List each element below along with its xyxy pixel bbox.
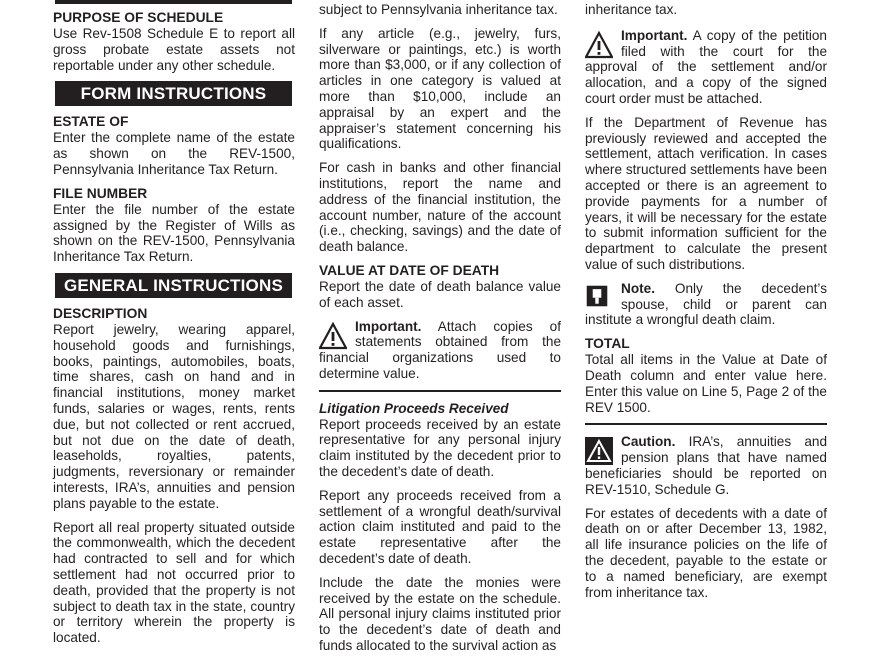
estate-of-text: Enter the complete name of the estate as shown on the REV-1500, Pennsylvania Inheritance Tax Return. [53,130,295,177]
important-text: Attach copies of statements obtained from the financial organizations used to determine value. [319,318,561,381]
note-block [585,281,827,328]
column-2 [319,0,561,662]
description-heading: DESCRIPTION [53,305,148,321]
section-divider [319,390,561,392]
include-text: Include the date the monies were received by the estate on the schedule. All personal injury claims instituted prior to the decedent’s date of death and funds allocated to the survival action as [319,574,561,653]
subject-text: subject to Pennsylvania inheritance tax. [319,2,558,17]
warning-triangle-icon [319,322,347,350]
estate-of-heading: ESTATE OF [53,114,129,130]
important-note-col3 [585,28,827,107]
inheritance-tax-text: inheritance tax. [585,2,678,17]
description-text: Report jewelry, wearing apparel, household goods and furnishings, books, paintings, automobiles, boats, time shares, cash on hand and in financial institutions, money market funds, salaries or wages, rents, rents due, but not collected or rent accrued, but not due on the date of death, leaseholds, royalties, patents, judgments, reversionary or remainder interests, IRA’s, annuities and pension plans payable to the estate. [53,321,295,511]
important-text: A copy of the petition filed with the court for the approval of the settlement and/or allocation, and a copy of the signed court order must be attached. [585,27,827,106]
real-property-text: Report all real property situated outside the commonwealth, which the decedent had contracted to sell and for which settlement had not occurred prior to death, provided that the property is not subject to death tax in the state, country or territory wherein the property is located. [53,519,295,646]
important-label: Important. [355,318,422,334]
purpose-text: Use Rev-1508 Schedule E to report all gross probate estate assets not reportable under any other schedule. [53,26,295,73]
column-3 [585,0,827,608]
important-note [319,319,561,382]
section-divider [585,423,827,425]
caution-text: IRA’s, annuities and pension plans that have named beneficiaries should be reported on REV-1510, Schedule G. [585,434,828,497]
file-number-text: Enter the file number of the estate assigned by the Register of Wills as shown on the REV-1500, Pennsylvania Inheritance Tax Return. [53,201,295,265]
top-banner-edge [55,0,292,4]
warning-triangle-icon [585,31,613,59]
column-1 [53,0,295,654]
proceeds-text: Report any proceeds received from a settlement of a wrongful death/survival action claim instituted and paid to the estate representative after the decedent’s date of death. [319,487,561,566]
general-instructions-banner: GENERAL INSTRUCTIONS [55,273,292,298]
estates-text: For estates of decedents with a date of death on or after December 13, 1982, all life insurance policies on the life of the decedent, payable to the estate or to a named beneficiary, are exempt from inheritance tax. [585,505,827,600]
department-text: If the Department of Revenue has previously reviewed and accepted the settlement, attach verification. In cases where structured settlements have been accepted or there is an agreement to provide payments for a number of years, it will be necessary for the estate to submit information sufficient for the department to calculate the present value of such distributions. [585,114,827,272]
caution-icon [585,437,613,465]
total-heading: TOTAL [585,336,630,352]
caution-note [585,434,827,497]
file-number-heading: FILE NUMBER [53,185,148,201]
appraisal-text: If any article (e.g., jewelry, furs, silverware or paintings, etc.) is worth more than $3,000, or if any collection of articles in one category is valued at more than $10,000, include an appraisal by an expert and the appraiser’s statement concerning his qualifications. [319,25,561,152]
value-at-death-heading: VALUE AT DATE OF DEATH [319,262,500,278]
important-label: Important. [621,27,688,43]
note-text: Only the decedent’s spouse, child or parent can institute a wrongful death claim. [585,280,827,328]
caution-label: Caution. [621,434,676,450]
total-text: Total all items in the Value at Date of Death column and enter value here. Enter this value on Line 5, Page 2 of the REV 1500. [585,352,827,415]
note-icon [585,284,609,308]
value-at-death-text: Report the date of death balance value of each asset. [319,278,561,310]
litigation-text: Report proceeds received by an estate representative for any personal injury claim instituted by the decedent prior to the decedent’s date of death. [319,416,561,479]
form-instructions-banner: FORM INSTRUCTIONS [55,81,292,106]
cash-text: For cash in banks and other financial institutions, report the name and address of the financial institution, the account number, nature of the account (i.e., checking, savings) and the date of death balance. [319,160,561,255]
purpose-heading: PURPOSE OF SCHEDULE [53,10,224,25]
litigation-heading: Litigation Proceeds Received [319,400,509,416]
note-label: Note. [621,280,655,296]
